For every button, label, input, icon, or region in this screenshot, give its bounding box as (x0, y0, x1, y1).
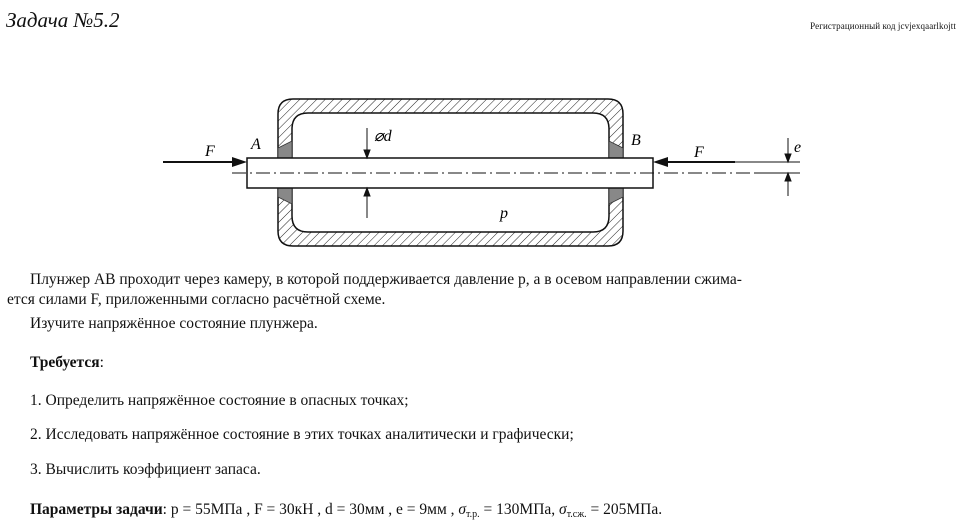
label-diameter: ⌀d (374, 128, 392, 145)
sigma-symbol: σ (458, 501, 467, 518)
sigma-tsj-value: = 205МПа. (586, 501, 663, 518)
sigma-symbol: σ (559, 501, 567, 518)
param-sigma-tsj (559, 501, 662, 518)
param-e: e = 9мм (396, 501, 447, 518)
plunger-chamber-diagram (0, 0, 964, 260)
list-item-number: 3. (30, 461, 42, 478)
sigma-tr-value: = 130МПа, (479, 501, 556, 518)
list-item-number: 2. (30, 426, 42, 443)
label-force-left: F (205, 143, 215, 160)
sigma-tr-subscript: т.р. (466, 509, 480, 520)
param-sigma-tr (458, 501, 555, 518)
problem-paragraph-line1: Плунжер AB проходит через камеру, в которой поддерживается давление p, а в осевом направлении сжима- (30, 271, 742, 288)
list-item (30, 392, 409, 410)
sigma-tsj-subscript: т.сж. (566, 509, 587, 520)
problem-paragraph-line2: ется силами F, приложенными согласно расчётной схеме. (7, 291, 386, 308)
required-label: Требуется (30, 354, 100, 371)
list-item-number: 1. (30, 392, 42, 409)
label-force-right: F (694, 144, 704, 161)
list-item-text: Определить напряжённое состояние в опасных точках; (45, 392, 409, 409)
param-p: p = 55МПа (170, 501, 243, 518)
list-item (30, 426, 574, 444)
parameters-label: Параметры задачи (30, 501, 163, 518)
problem-instruction: Изучите напряжённое состояние плунжера. (30, 315, 318, 332)
label-eccentricity: e (794, 139, 802, 156)
param-F: F = 30кН (254, 501, 314, 518)
param-d: d = 30мм (325, 501, 385, 518)
parameters-line: Параметры задачи: p = 55МПа , F = 30кН , d = 30мм , e = 9мм , $\sigma_{т.р.} = 130МПа$, $\sigma_{т.сж.} = 205МПа$. (30, 501, 663, 520)
list-item-text: Вычислить коэффициент запаса. (45, 461, 261, 478)
label-pressure: p (500, 205, 508, 222)
list-item (30, 461, 261, 479)
required-colon: : (99, 354, 104, 371)
registration-code: Регистрационный код jcvjexqaarlkojtt (810, 21, 956, 31)
label-point-a: A (251, 136, 261, 153)
label-point-b: B (631, 132, 641, 149)
required-heading (30, 353, 104, 373)
eccentricity-dimension (785, 138, 791, 196)
list-item-text: Исследовать напряжённое состояние в этих точках аналитически и графически; (45, 426, 574, 443)
task-title: Задача №5.2 (6, 8, 120, 32)
